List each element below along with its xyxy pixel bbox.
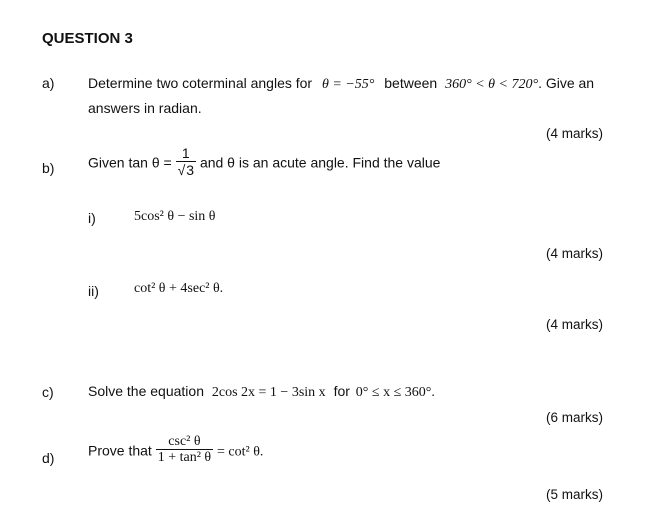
part-a-label: a) [42, 75, 55, 91]
part-a-marks: (4 marks) [546, 126, 603, 141]
part-b-text [88, 145, 441, 180]
part-a-range: 360° < θ < 720° [445, 77, 539, 92]
part-a-text [88, 75, 594, 93]
part-d-post: = cot² θ. [217, 444, 264, 460]
part-b-pre: Given tan θ = [88, 154, 172, 171]
part-a-expr: θ = −55° [322, 77, 375, 92]
part-d-frac-den: 1 + tan² θ [157, 450, 212, 465]
part-b-ii-marks: (4 marks) [546, 317, 603, 332]
part-c-text [88, 383, 435, 401]
part-a-pre: Determine two coterminal angles for [88, 75, 313, 91]
part-b-fraction [176, 146, 196, 178]
part-c-marks: (6 marks) [546, 410, 603, 425]
part-b-post: and θ is an acute angle. Find the value [199, 154, 441, 171]
part-d-pre: Prove that [88, 442, 152, 459]
part-d-frac-num: csc² θ [156, 434, 213, 450]
part-b-frac-num: 1 [176, 146, 196, 162]
question-heading: QUESTION 3 [42, 30, 133, 47]
part-b-label: b) [42, 160, 55, 176]
part-d-fraction [156, 434, 213, 466]
part-c-equation: 2cos 2x = 1 − 3sin x [211, 385, 326, 400]
part-a-mid: between [384, 75, 438, 91]
part-c-pre: Solve the equation [88, 383, 204, 399]
part-d-marks: (5 marks) [546, 487, 603, 502]
part-b-i-expr: 5cos² θ − sin θ [134, 209, 216, 224]
part-b-ii-expr: cot² θ + 4sec² θ. [134, 281, 224, 296]
part-b-i-label: i) [88, 210, 96, 226]
part-b-i-marks: (4 marks) [546, 246, 603, 261]
part-b-frac-den: √3 [177, 162, 195, 178]
part-b-frac-radicand: 3 [186, 162, 195, 178]
part-d-label: d) [42, 450, 55, 466]
part-a-post: . Give an [538, 75, 595, 91]
part-c-mid: for [333, 383, 350, 399]
part-c-range: 0° ≤ x ≤ 360°. [355, 385, 435, 400]
part-a-line2: answers in radian. [88, 100, 202, 116]
part-d-text [88, 436, 263, 468]
part-b-ii-label: ii) [88, 283, 99, 299]
part-c-label: c) [42, 384, 54, 400]
